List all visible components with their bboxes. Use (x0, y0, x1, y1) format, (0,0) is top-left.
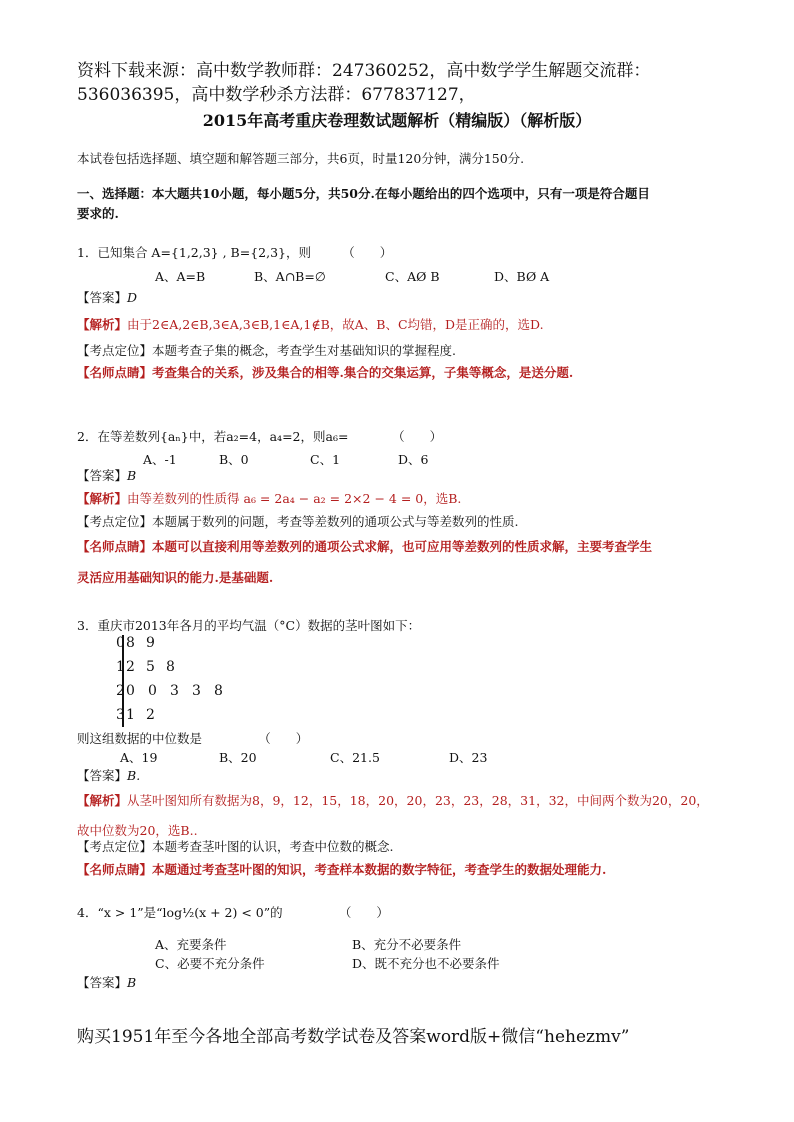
footer-ad: 购买1951年至今各地全部高考数学试卷及答案word版+微信“hehezmv” (77, 1027, 630, 1047)
q2-comment-line-2: 灵活应用基础知识的能力.是基础题. (77, 570, 274, 585)
q2-option-b: B、0 (219, 452, 249, 467)
comment-text: 考查集合的关系，涉及集合的相等.集合的交集运算，子集等概念，是送分题. (152, 365, 574, 380)
q3-analysis-line-2: 故中位数为20，选B.. (77, 823, 198, 838)
answer-label: 【答案】 (77, 768, 128, 783)
analysis-text: 由等差数列的性质得 a₆ = 2a₄ − a₂ = 2×2 − 4 = 0，选B. (127, 491, 462, 506)
comment-text: 本题通过考查茎叶图的知识，考查样本数据的数字特征，考查学生的数据处理能力. (152, 862, 607, 877)
q2-stem: 2．在等差数列{aₙ}中，若a₂=4，a₄=2，则a₆= （ ） (77, 429, 443, 444)
answer-label: 【答案】 (77, 290, 128, 305)
answer-value: B. (127, 768, 141, 783)
analysis-label: 【解析】 (77, 491, 128, 506)
analysis-text: 从茎叶图知所有数据为8，9，12，15，18，20，20，23，23，28，31，32，中间两个数为20，20， (127, 793, 709, 808)
leaf: 2 (126, 659, 135, 675)
point-text: 本题考查茎叶图的认识，考查中位数的概念. (152, 839, 394, 854)
q2-comment (77, 538, 652, 556)
analysis-label: 【解析】 (77, 793, 128, 808)
q1-option-a: A、A=B (155, 269, 206, 284)
q2-option-c: C、1 (310, 452, 341, 467)
stem-key: 2 (116, 683, 125, 699)
comment-label: 【名师点睛】 (77, 539, 153, 554)
leaf: 0 (148, 683, 157, 699)
comment-label: 【名师点睛】 (77, 862, 153, 877)
q3-option-a: A、19 (120, 750, 158, 765)
intro-text: 本试卷包括选择题、填空题和解答题三部分，共6页，时量120分钟，满分150分. (77, 151, 525, 166)
q1-point (77, 342, 456, 360)
point-text: 本题考查子集的概念，考查学生对基础知识的掌握程度. (152, 343, 456, 358)
analysis-label: 【解析】 (77, 317, 128, 332)
point-text: 本题属于数列的问题，考查等差数列的通项公式与等差数列的性质. (152, 514, 519, 529)
q1-answer (77, 289, 137, 307)
answer-value: D (127, 290, 138, 305)
leaf: 3 (170, 683, 179, 699)
q2-option-a: A、-1 (143, 452, 177, 467)
leaf: 0 (126, 683, 135, 699)
q3-option-c: C、21.5 (330, 750, 380, 765)
analysis-text: 由于2∈A,2∈B,3∈A,3∈B,1∈A,1∉B，故A、B、C均错，D是正确的，选D. (127, 317, 544, 332)
q2-analysis (77, 490, 461, 508)
point-label: 【考点定位】 (77, 839, 153, 854)
q4-option-d: D、既不充分也不必要条件 (352, 956, 500, 971)
answer-label: 【答案】 (77, 975, 128, 990)
q2-option-d: D、6 (398, 452, 429, 467)
q3-option-d: D、23 (449, 750, 488, 765)
q1-analysis (77, 316, 544, 334)
comment-label: 【名师点睛】 (77, 365, 153, 380)
q4-option-b: B、充分不必要条件 (352, 937, 462, 952)
q1-stem: 1．已知集合 A={1,2,3} , B={2,3}，则 （ ） (77, 245, 393, 260)
q3-answer (77, 767, 140, 785)
q3-stem: 3．重庆市2013年各月的平均气温（°C）数据的茎叶图如下： (77, 618, 421, 633)
answer-value: B (127, 468, 137, 483)
leaf: 8 (214, 683, 223, 699)
point-label: 【考点定位】 (77, 343, 153, 358)
leaf: 8 (166, 659, 175, 675)
point-label: 【考点定位】 (77, 514, 153, 529)
q4-answer (77, 974, 136, 992)
q1-option-d: D、BØ A (494, 269, 550, 284)
section-heading-line-1: 一、选择题：本大题共10小题，每小题5分，共50分.在每小题给出的四个选项中，只有一项是符合题目 (77, 186, 650, 201)
header-line-1: 资料下载来源：高中数学教师群：247360252，高中数学学生解题交流群： (77, 61, 651, 81)
q3-question: 则这组数据的中位数是 （ ） (77, 731, 309, 746)
q2-point (77, 513, 519, 531)
leaf: 9 (146, 635, 155, 651)
stem-leaf-plot (116, 632, 336, 728)
leaf: 5 (146, 659, 155, 675)
q4-option-a: A、充要条件 (155, 937, 227, 952)
stem-key: 1 (116, 659, 125, 675)
q1-comment (77, 364, 573, 382)
leaf: 2 (146, 707, 155, 723)
q3-analysis (77, 792, 709, 810)
q1-option-b: B、A∩B=∅ (254, 269, 326, 284)
stem-key: 0 (116, 635, 125, 651)
q3-option-b: B、20 (219, 750, 257, 765)
leaf: 8 (126, 635, 135, 651)
section-heading-line-2: 要求的. (77, 206, 119, 221)
q3-comment (77, 861, 606, 879)
header-line-2: 536036395，高中数学秒杀方法群：677837127， (77, 85, 476, 105)
stem-key: 3 (116, 707, 125, 723)
q4-stem: 4．“x > 1”是“log½(x + 2) < 0”的 （ ） (77, 905, 389, 920)
answer-label: 【答案】 (77, 468, 128, 483)
q1-option-c: C、AØ B (385, 269, 440, 284)
q3-point (77, 838, 394, 856)
q4-option-c: C、必要不充分条件 (155, 956, 265, 971)
q2-answer (77, 467, 136, 485)
comment-text: 本题可以直接利用等差数列的通项公式求解，也可应用等差数列的性质求解，主要考查学生 (152, 539, 653, 554)
answer-value: B (127, 975, 137, 990)
page-title: 2015年高考重庆卷理数试题解析（精编版）（解析版） (202, 111, 592, 130)
leaf: 3 (192, 683, 201, 699)
leaf: 1 (126, 707, 135, 723)
